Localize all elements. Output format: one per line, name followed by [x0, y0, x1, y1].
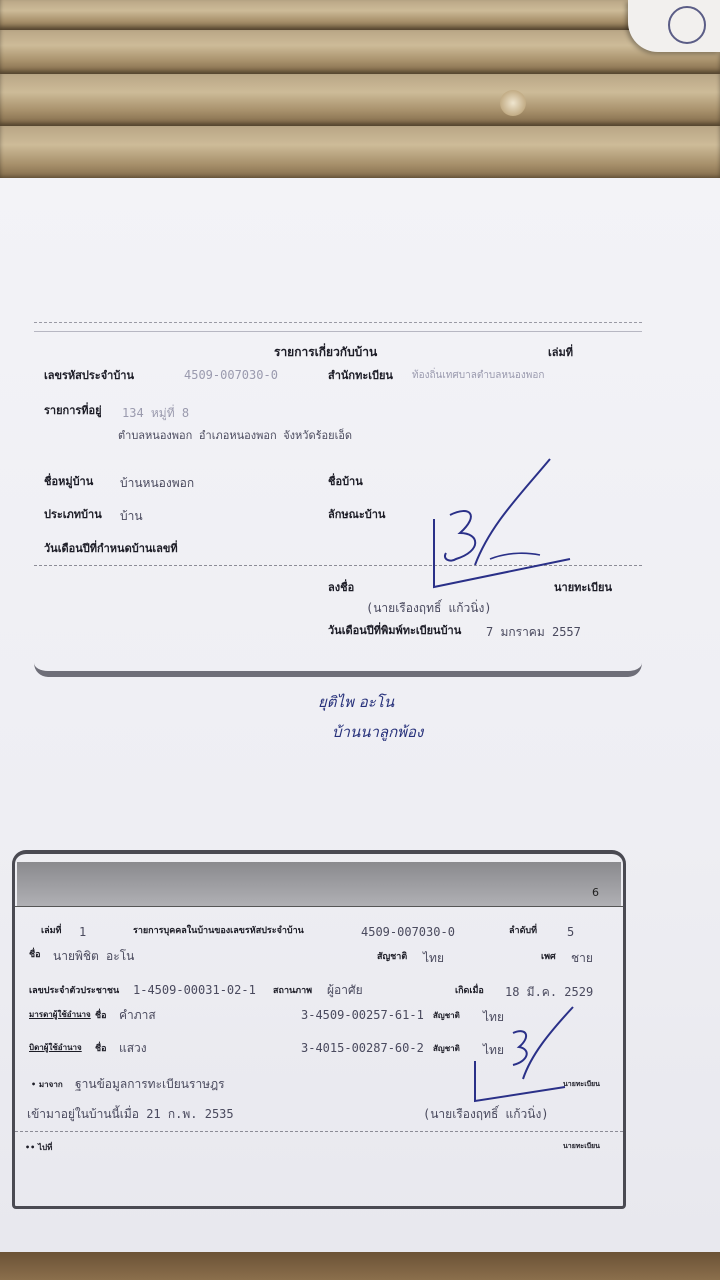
record-signature	[469, 1003, 579, 1103]
mother-name-label: ชื่อ	[95, 1011, 107, 1021]
sign-label: ลงชื่อ	[328, 581, 355, 594]
print-date-value: 7 มกราคม 2557	[486, 625, 581, 639]
handwritten-place: บ้านนาลูกพ้อง	[332, 723, 424, 741]
birth-label: เกิดเมื่อ	[455, 986, 484, 996]
page-number: 6	[592, 886, 599, 899]
order-label: ลำดับที่	[509, 926, 538, 936]
record-registrar-label-2: นายทะเบียน	[563, 1142, 600, 1150]
name-label: ชื่อ	[29, 950, 41, 960]
father-label: บิดาผู้ใช้อำนาจ	[29, 1043, 82, 1052]
wood-plank-bottom	[0, 1252, 720, 1280]
handwritten-name: ยุติไพ อะโน	[318, 693, 395, 711]
record-registrar-label: นายทะเบียน	[563, 1080, 600, 1088]
house-type-value: บ้าน	[120, 509, 143, 523]
nationality-value: ไทย	[423, 951, 444, 965]
father-name-label: ชื่อ	[95, 1044, 107, 1054]
mother-nationality-label: สัญชาติ	[433, 1011, 460, 1020]
house-details-section	[34, 322, 642, 677]
address-label: รายการที่อยู่	[44, 404, 102, 417]
house-char-label: ลักษณะบ้าน	[328, 508, 386, 521]
mother-label: มารดาผู้ใช้อำนาจ	[29, 1010, 91, 1019]
registrar-label: นายทะเบียน	[554, 581, 613, 594]
wood-plank	[0, 0, 720, 30]
status-value: ผู้อาศัย	[327, 983, 363, 997]
print-date-label: วันเดือนปีที่พิมพ์ทะเบียนบ้าน	[328, 624, 462, 637]
book-label: เล่มที่	[41, 926, 62, 936]
house-code-label: เลขรหัสประจำบ้าน	[44, 369, 134, 382]
office-label: สำนักทะเบียน	[328, 369, 393, 382]
person-record-section	[12, 850, 626, 1209]
order-value: 5	[567, 925, 575, 939]
wood-knot	[500, 90, 526, 116]
sex-label: เพศ	[541, 952, 556, 962]
father-nationality-value: ไทย	[483, 1043, 504, 1057]
record-body	[15, 906, 623, 1206]
house-code-value: 4509-007030-0	[184, 368, 278, 382]
birth-value: 18 มี.ค. 2529	[505, 985, 594, 999]
mother-nationality-value: ไทย	[483, 1010, 504, 1024]
book-value: 1	[79, 925, 87, 939]
office-value: ท้องถิ่นเทศบาลตำบลหนองพอก	[412, 370, 545, 381]
nationality-label: สัญชาติ	[377, 952, 408, 962]
moved-from-value: ฐานข้อมูลการทะเบียนราษฎร	[75, 1077, 225, 1091]
id-value: 1-4509-00031-02-1	[133, 983, 256, 997]
corner-paper-scrap	[628, 0, 720, 52]
id-label: เลขประจำตัวประชาชน	[29, 986, 120, 996]
village-value: บ้านหนองพอก	[120, 476, 195, 490]
house-name-label: ชื่อบ้าน	[328, 475, 363, 488]
mother-name-value: คำภาส	[119, 1008, 156, 1022]
record-title: รายการบุคคลในบ้านของเลขรหัสประจำบ้าน	[133, 926, 304, 936]
wood-plank	[0, 30, 720, 74]
registrar-name: (นายเรืองฤทธิ์ แก้วนิ่ง)	[366, 601, 492, 615]
top-rule	[34, 331, 642, 332]
record-house-code: 4509-007030-0	[361, 925, 455, 939]
address-line2: ตำบลหนองพอก อำเภอหนองพอก จังหวัดร้อยเอ็ด	[118, 429, 353, 442]
document-paper	[0, 178, 720, 1253]
father-id: 3-4015-00287-60-2	[301, 1041, 424, 1055]
village-label: ชื่อหมู่บ้าน	[44, 475, 94, 488]
record-divider	[15, 1131, 623, 1132]
house-type-label: ประเภทบ้าน	[44, 508, 102, 521]
wood-plank	[0, 126, 720, 180]
mother-id: 3-4509-00257-61-1	[301, 1008, 424, 1022]
name-value: นายพิชิต อะโน	[53, 949, 135, 963]
status-label: สถานภาพ	[273, 986, 313, 996]
sex-value: ชาย	[571, 951, 593, 965]
house-details-title: รายการเกี่ยวกับบ้าน	[274, 345, 378, 359]
father-nationality-label: สัญชาติ	[433, 1044, 460, 1053]
moved-in-text: เข้ามาอยู่ในบ้านนี้เมื่อ 21 ก.พ. 2535	[27, 1107, 234, 1121]
wood-plank	[0, 74, 720, 126]
moved-from-label: • มาจาก	[31, 1080, 63, 1089]
stamp-ring	[668, 6, 706, 44]
address-line1: 134 หมู่ที่ 8	[122, 406, 190, 420]
header-band	[17, 862, 621, 906]
father-name-value: แสวง	[119, 1041, 147, 1055]
assign-date-label: วันเดือนปีที่กำหนดบ้านเลขที่	[44, 542, 178, 555]
registrar-signature	[420, 455, 580, 595]
moved-to-label: •• ไปที่	[25, 1143, 53, 1152]
book-no-label: เล่มที่	[548, 346, 574, 359]
record-registrar-name: (นายเรืองฤทธิ์ แก้วนิ่ง)	[423, 1107, 549, 1121]
